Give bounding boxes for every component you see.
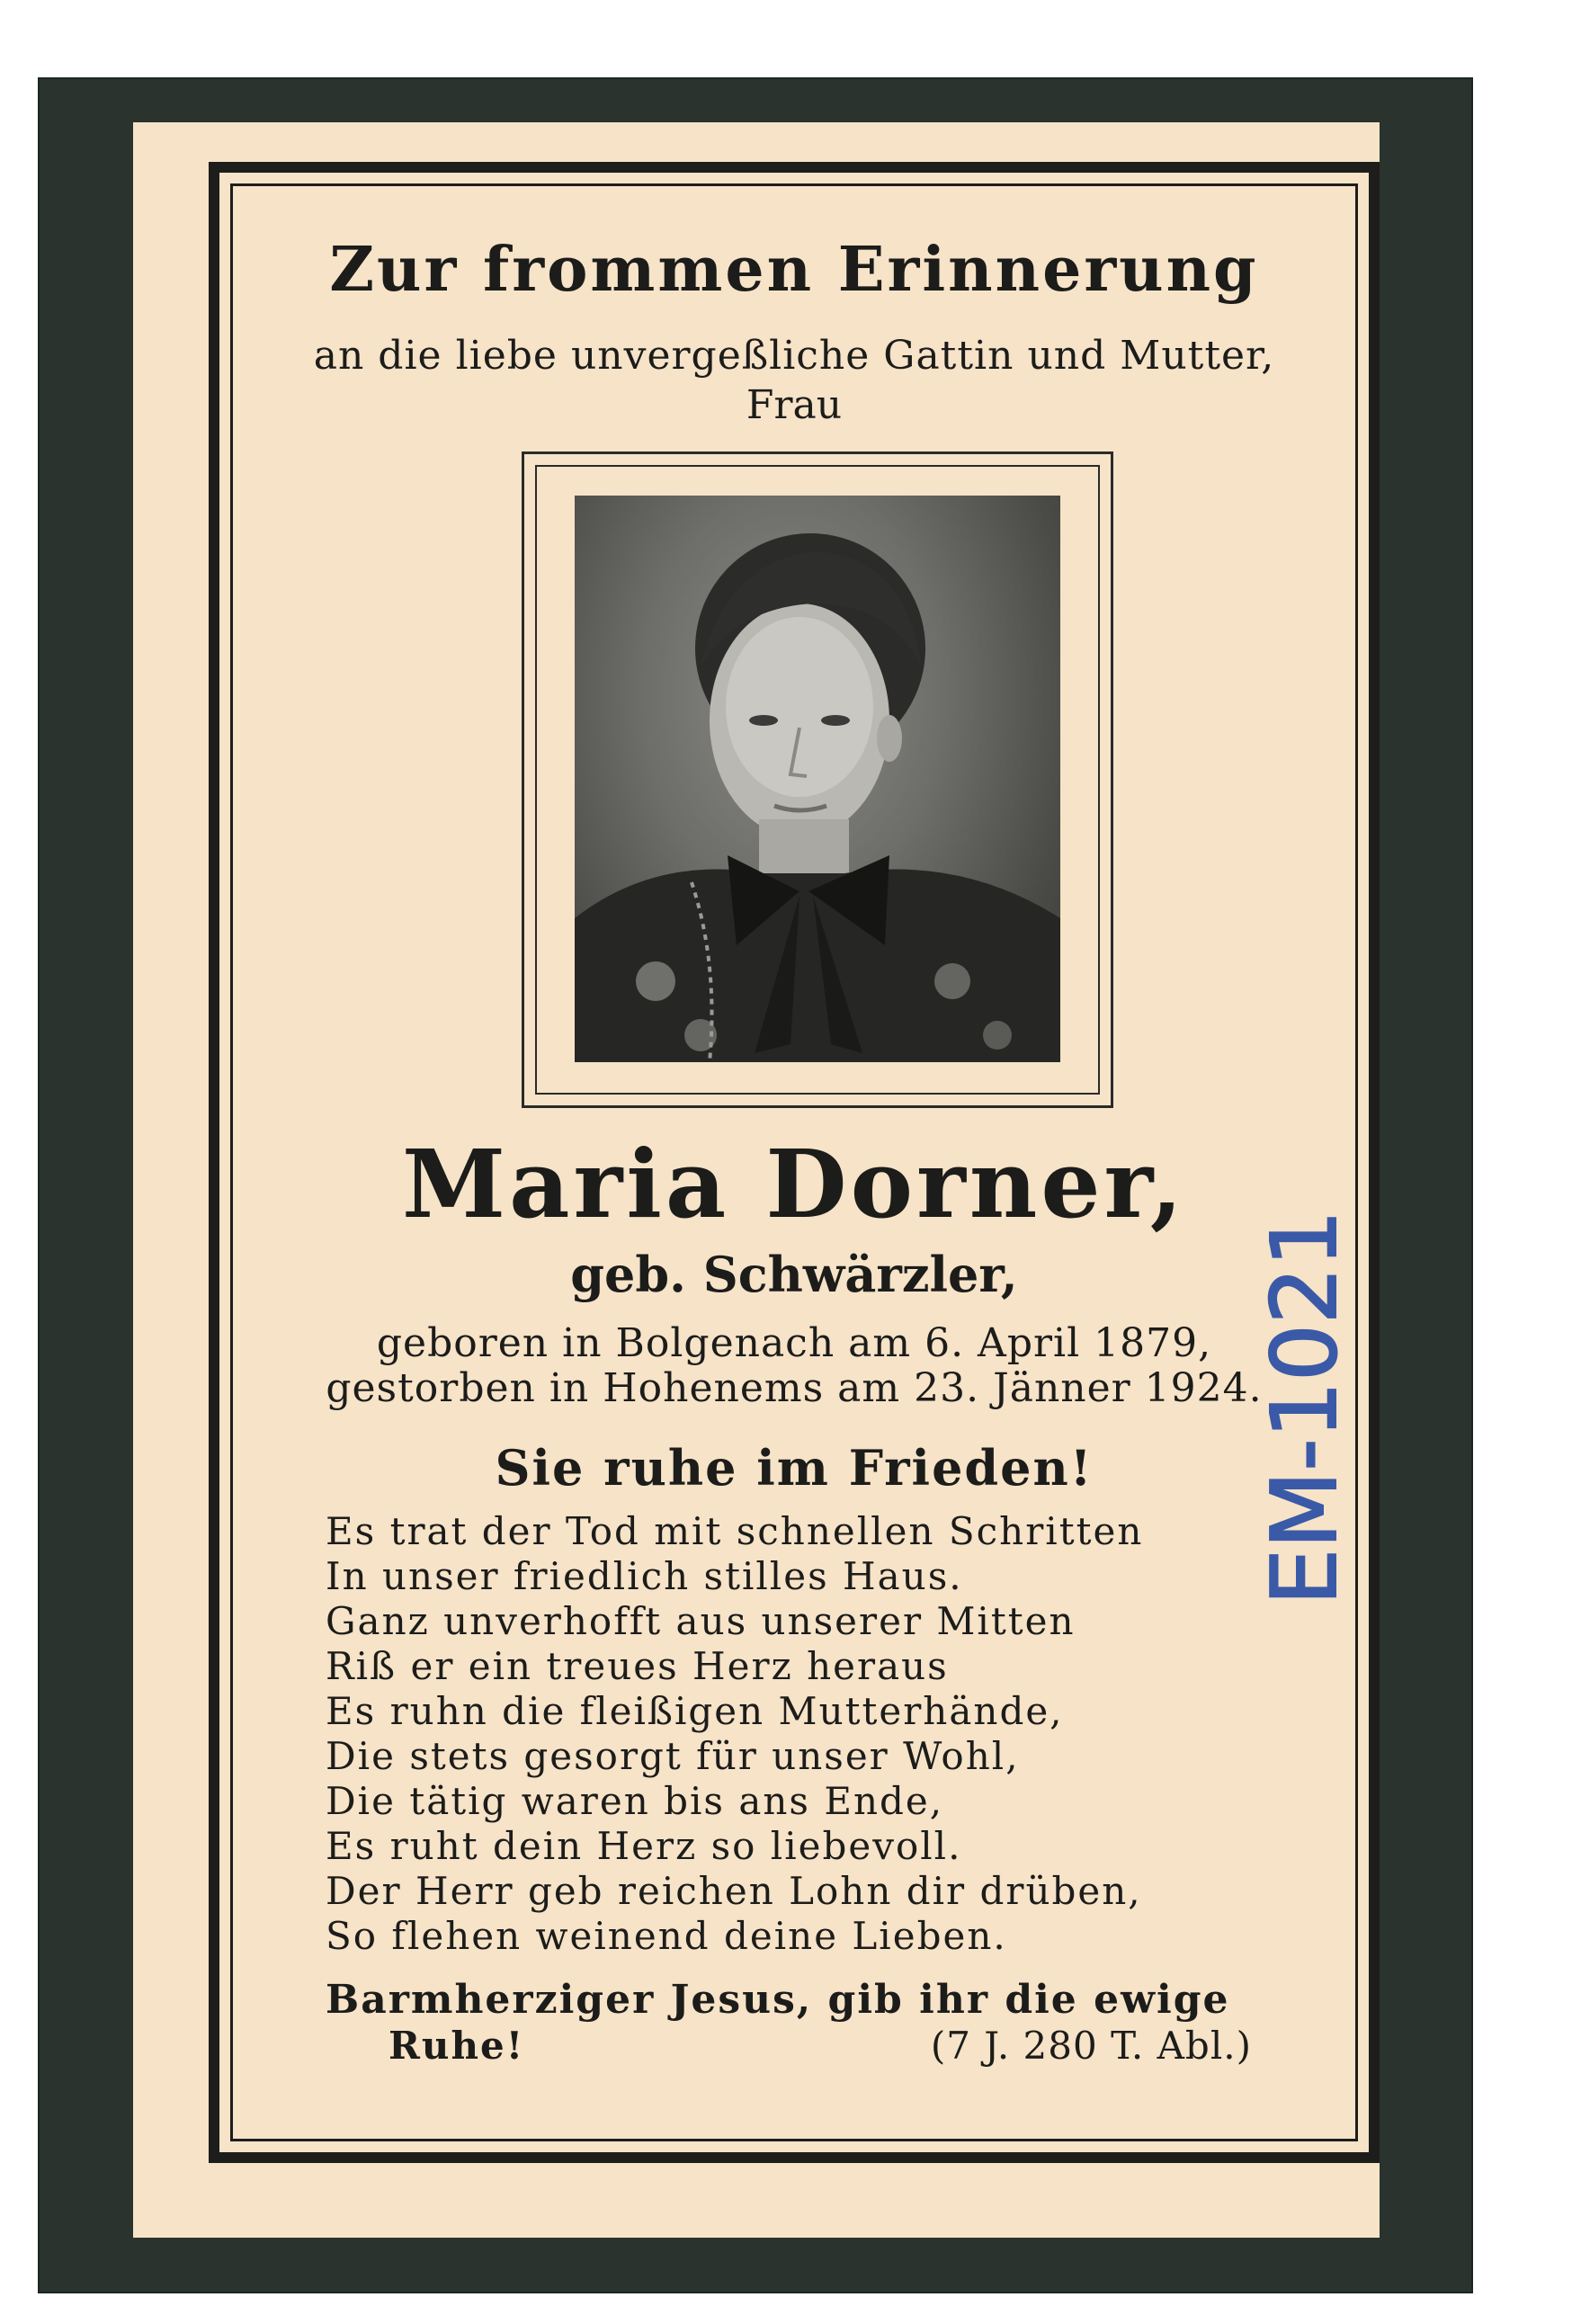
maiden-name: geb. Schwärzler,	[570, 1246, 1018, 1303]
card-title: Zur frommen Erinnerung	[329, 234, 1259, 306]
prayer-ending: Ruhe!	[389, 2024, 525, 2068]
photo-mount	[522, 451, 1113, 1108]
prayer-line: Barmherziger Jesus, gib ihr die ewige	[326, 1977, 1230, 2023]
archive-code-handwriting	[1250, 1156, 1358, 1605]
indulgence-note: (7 J. 280 T. Abl.)	[930, 2024, 1252, 2068]
deceased-name: Maria Dorner,	[402, 1129, 1186, 1239]
prayer-row	[326, 2024, 1270, 2069]
poem-line: Der Herr geb reichen Lohn dir drüben,	[326, 1869, 1142, 1913]
birth-line: geboren in Bolgenach am 6. April 1879,	[376, 1320, 1212, 1366]
poem-line: Es ruht dein Herz so liebevoll.	[326, 1824, 962, 1868]
card-subtitle: an die liebe unvergeßliche Gattin und Mutter,	[313, 333, 1275, 379]
poem-line: Riß er ein treues Herz heraus	[326, 1644, 949, 1688]
poem-line: Ganz unverhofft aus unserer Mitten	[326, 1599, 1076, 1643]
portrait-illustration	[575, 496, 1060, 1062]
poem-line: Es ruhn die fleißigen Mutterhände,	[326, 1689, 1064, 1733]
card-content	[236, 189, 1353, 2136]
portrait-photo	[575, 496, 1060, 1062]
poem-line: Die stets gesorgt für unser Wohl,	[326, 1734, 1020, 1778]
poem-line: In unser friedlich stilles Haus.	[326, 1554, 963, 1598]
rest-in-peace: Sie ruhe im Frieden!	[495, 1439, 1094, 1497]
death-line: gestorben in Hohenems am 23. Jänner 1924.	[326, 1365, 1263, 1411]
archive-code-text: EM-1021	[1252, 1209, 1357, 1605]
poem-line: Die tätig waren bis ans Ende,	[326, 1779, 944, 1823]
salutation: Frau	[746, 382, 843, 428]
memorial-poem	[326, 1509, 1225, 1959]
poem-line: Es trat der Tod mit schnellen Schritten	[326, 1509, 1144, 1553]
poem-line: So flehen weinend deine Lieben.	[326, 1914, 1007, 1958]
